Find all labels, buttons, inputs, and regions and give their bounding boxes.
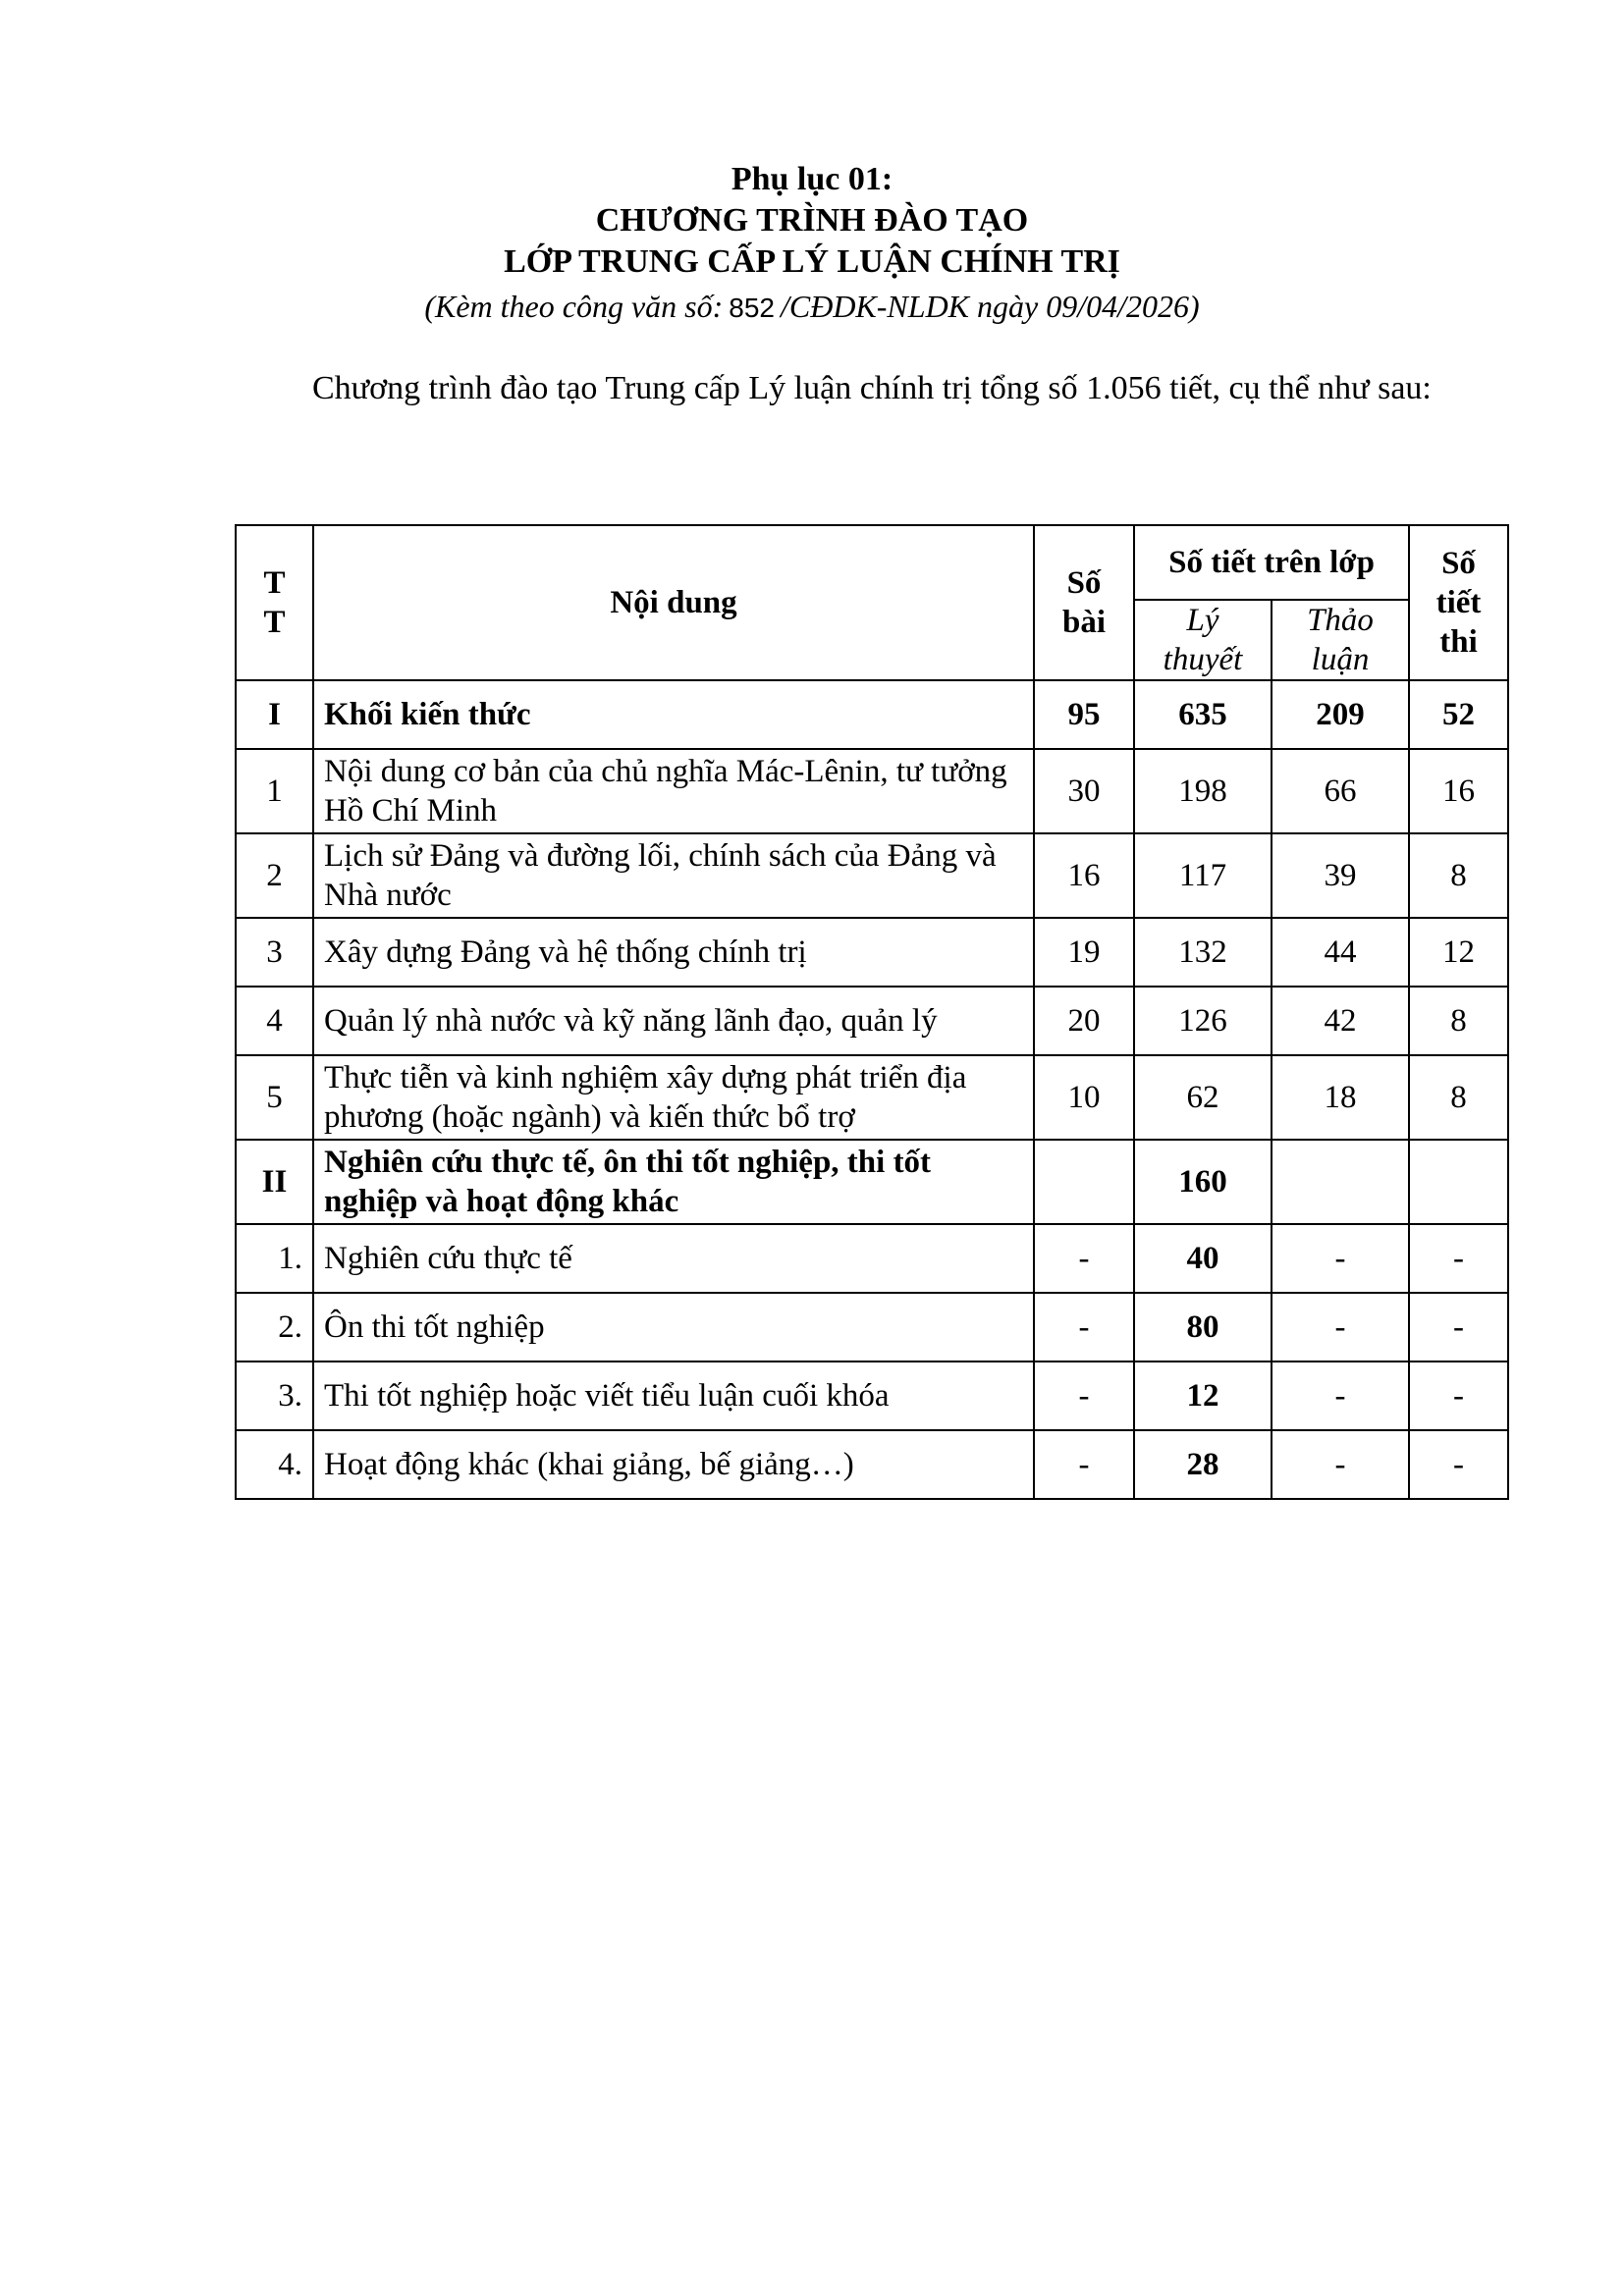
cell-exam: 12: [1409, 918, 1508, 987]
cell-discussion: 66: [1272, 749, 1409, 833]
cell-tt: 1: [236, 749, 313, 833]
cell-exam: -: [1409, 1224, 1508, 1293]
cell-tt: 2.: [236, 1293, 313, 1362]
cell-exam: 16: [1409, 749, 1508, 833]
document-title: CHƯƠNG TRÌNH ĐÀO TẠO: [595, 202, 1029, 239]
cell-theory: 62: [1134, 1055, 1272, 1140]
cell-exam: -: [1409, 1430, 1508, 1499]
program-table: [235, 524, 1509, 1500]
cell-theory: 132: [1134, 918, 1272, 987]
cell-content: Lịch sử Đảng và đường lối, chính sách của Đảng và Nhà nước: [313, 833, 1034, 918]
cell-content: Thi tốt nghiệp hoặc viết tiểu luận cuối khóa: [313, 1362, 1034, 1430]
cell-tt: 4: [236, 987, 313, 1055]
table-row: [236, 987, 1508, 1055]
cell-theory: 80: [1134, 1293, 1272, 1362]
cell-content: Thực tiễn và kinh nghiệm xây dựng phát triển địa phương (hoặc ngành) và kiến thức bổ trợ: [313, 1055, 1034, 1140]
cell-exam: 8: [1409, 833, 1508, 918]
cell-discussion: 39: [1272, 833, 1409, 918]
cell-theory: 198: [1134, 749, 1272, 833]
cell-exam: 8: [1409, 1055, 1508, 1140]
cell-tt: 2: [236, 833, 313, 918]
cell-lessons: 10: [1034, 1055, 1134, 1140]
header-class-periods: Số tiết trên lớp: [1134, 525, 1409, 600]
cell-content: Nghiên cứu thực tế: [313, 1224, 1034, 1293]
cell-content: Hoạt động khác (khai giảng, bế giảng…): [313, 1430, 1034, 1499]
cell-tt: 3.: [236, 1362, 313, 1430]
cell-exam: -: [1409, 1293, 1508, 1362]
cell-lessons: 95: [1034, 680, 1134, 749]
cell-theory: 635: [1134, 680, 1272, 749]
cell-content: Ôn thi tốt nghiệp: [313, 1293, 1034, 1362]
header-theory: Lý thuyết: [1134, 600, 1272, 680]
table-row: [236, 833, 1508, 918]
cell-theory: 12: [1134, 1362, 1272, 1430]
cell-discussion: -: [1272, 1430, 1409, 1499]
cell-lessons: -: [1034, 1362, 1134, 1430]
cell-discussion: -: [1272, 1362, 1409, 1430]
cell-exam: 8: [1409, 987, 1508, 1055]
cell-theory: 40: [1134, 1224, 1272, 1293]
reference-line: [0, 287, 1624, 328]
cell-discussion: 18: [1272, 1055, 1409, 1140]
header-discussion: Thảo luận: [1272, 600, 1409, 680]
cell-theory: 117: [1134, 833, 1272, 918]
header-content: Nội dung: [313, 525, 1034, 680]
cell-tt: 5: [236, 1055, 313, 1140]
cell-discussion: 209: [1272, 680, 1409, 749]
table-row: [236, 1430, 1508, 1499]
header-lessons: Số bài: [1034, 525, 1134, 680]
table-row: [236, 749, 1508, 833]
cell-tt: 3: [236, 918, 313, 987]
cell-lessons: 30: [1034, 749, 1134, 833]
cell-tt: 4.: [236, 1430, 313, 1499]
cell-exam: -: [1409, 1362, 1508, 1430]
cell-discussion: -: [1272, 1224, 1409, 1293]
cell-lessons: 16: [1034, 833, 1134, 918]
cell-tt: 1.: [236, 1224, 313, 1293]
cell-tt: II: [236, 1140, 313, 1224]
reference-suffix: /CĐDK-NLDK ngày 09/04/2026): [780, 289, 1200, 324]
cell-tt: I: [236, 680, 313, 749]
cell-content: Khối kiến thức: [313, 680, 1034, 749]
cell-content: Quản lý nhà nước và kỹ năng lãnh đạo, quản lý: [313, 987, 1034, 1055]
cell-lessons: 19: [1034, 918, 1134, 987]
cell-lessons: -: [1034, 1224, 1134, 1293]
header-tt: T T: [236, 525, 313, 680]
appendix-label: Phụ lục 01:: [731, 161, 893, 197]
table-row: [236, 918, 1508, 987]
cell-content: Xây dựng Đảng và hệ thống chính trị: [313, 918, 1034, 987]
table-row: [236, 680, 1508, 749]
table-row: [236, 1055, 1508, 1140]
cell-discussion: -: [1272, 1293, 1409, 1362]
reference-number: 852: [729, 293, 775, 323]
cell-content: Nghiên cứu thực tế, ôn thi tốt nghiệp, thi tốt nghiệp và hoạt động khác: [313, 1140, 1034, 1224]
cell-exam: 52: [1409, 680, 1508, 749]
cell-lessons: 20: [1034, 987, 1134, 1055]
table-row: [236, 1293, 1508, 1362]
cell-lessons: -: [1034, 1293, 1134, 1362]
cell-theory: 126: [1134, 987, 1272, 1055]
intro-paragraph: Chương trình đào tạo Trung cấp Lý luận chính trị tổng số 1.056 tiết, cụ thể như sau:: [312, 370, 1432, 406]
header-exam: Số tiết thi: [1409, 525, 1508, 680]
cell-discussion: [1272, 1140, 1409, 1224]
reference-prefix: (Kèm theo công văn số:: [424, 289, 724, 324]
cell-discussion: 44: [1272, 918, 1409, 987]
cell-theory: 28: [1134, 1430, 1272, 1499]
cell-theory: 160: [1134, 1140, 1272, 1224]
document-subtitle: LỚP TRUNG CẤP LÝ LUẬN CHÍNH TRỊ: [504, 243, 1120, 280]
cell-exam: [1409, 1140, 1508, 1224]
table-row: [236, 1140, 1508, 1224]
table-row: [236, 1362, 1508, 1430]
table-header-row: [236, 525, 1508, 600]
cell-content: Nội dung cơ bản của chủ nghĩa Mác-Lênin, tư tưởng Hồ Chí Minh: [313, 749, 1034, 833]
cell-lessons: [1034, 1140, 1134, 1224]
table-row: [236, 1224, 1508, 1293]
cell-discussion: 42: [1272, 987, 1409, 1055]
cell-lessons: -: [1034, 1430, 1134, 1499]
